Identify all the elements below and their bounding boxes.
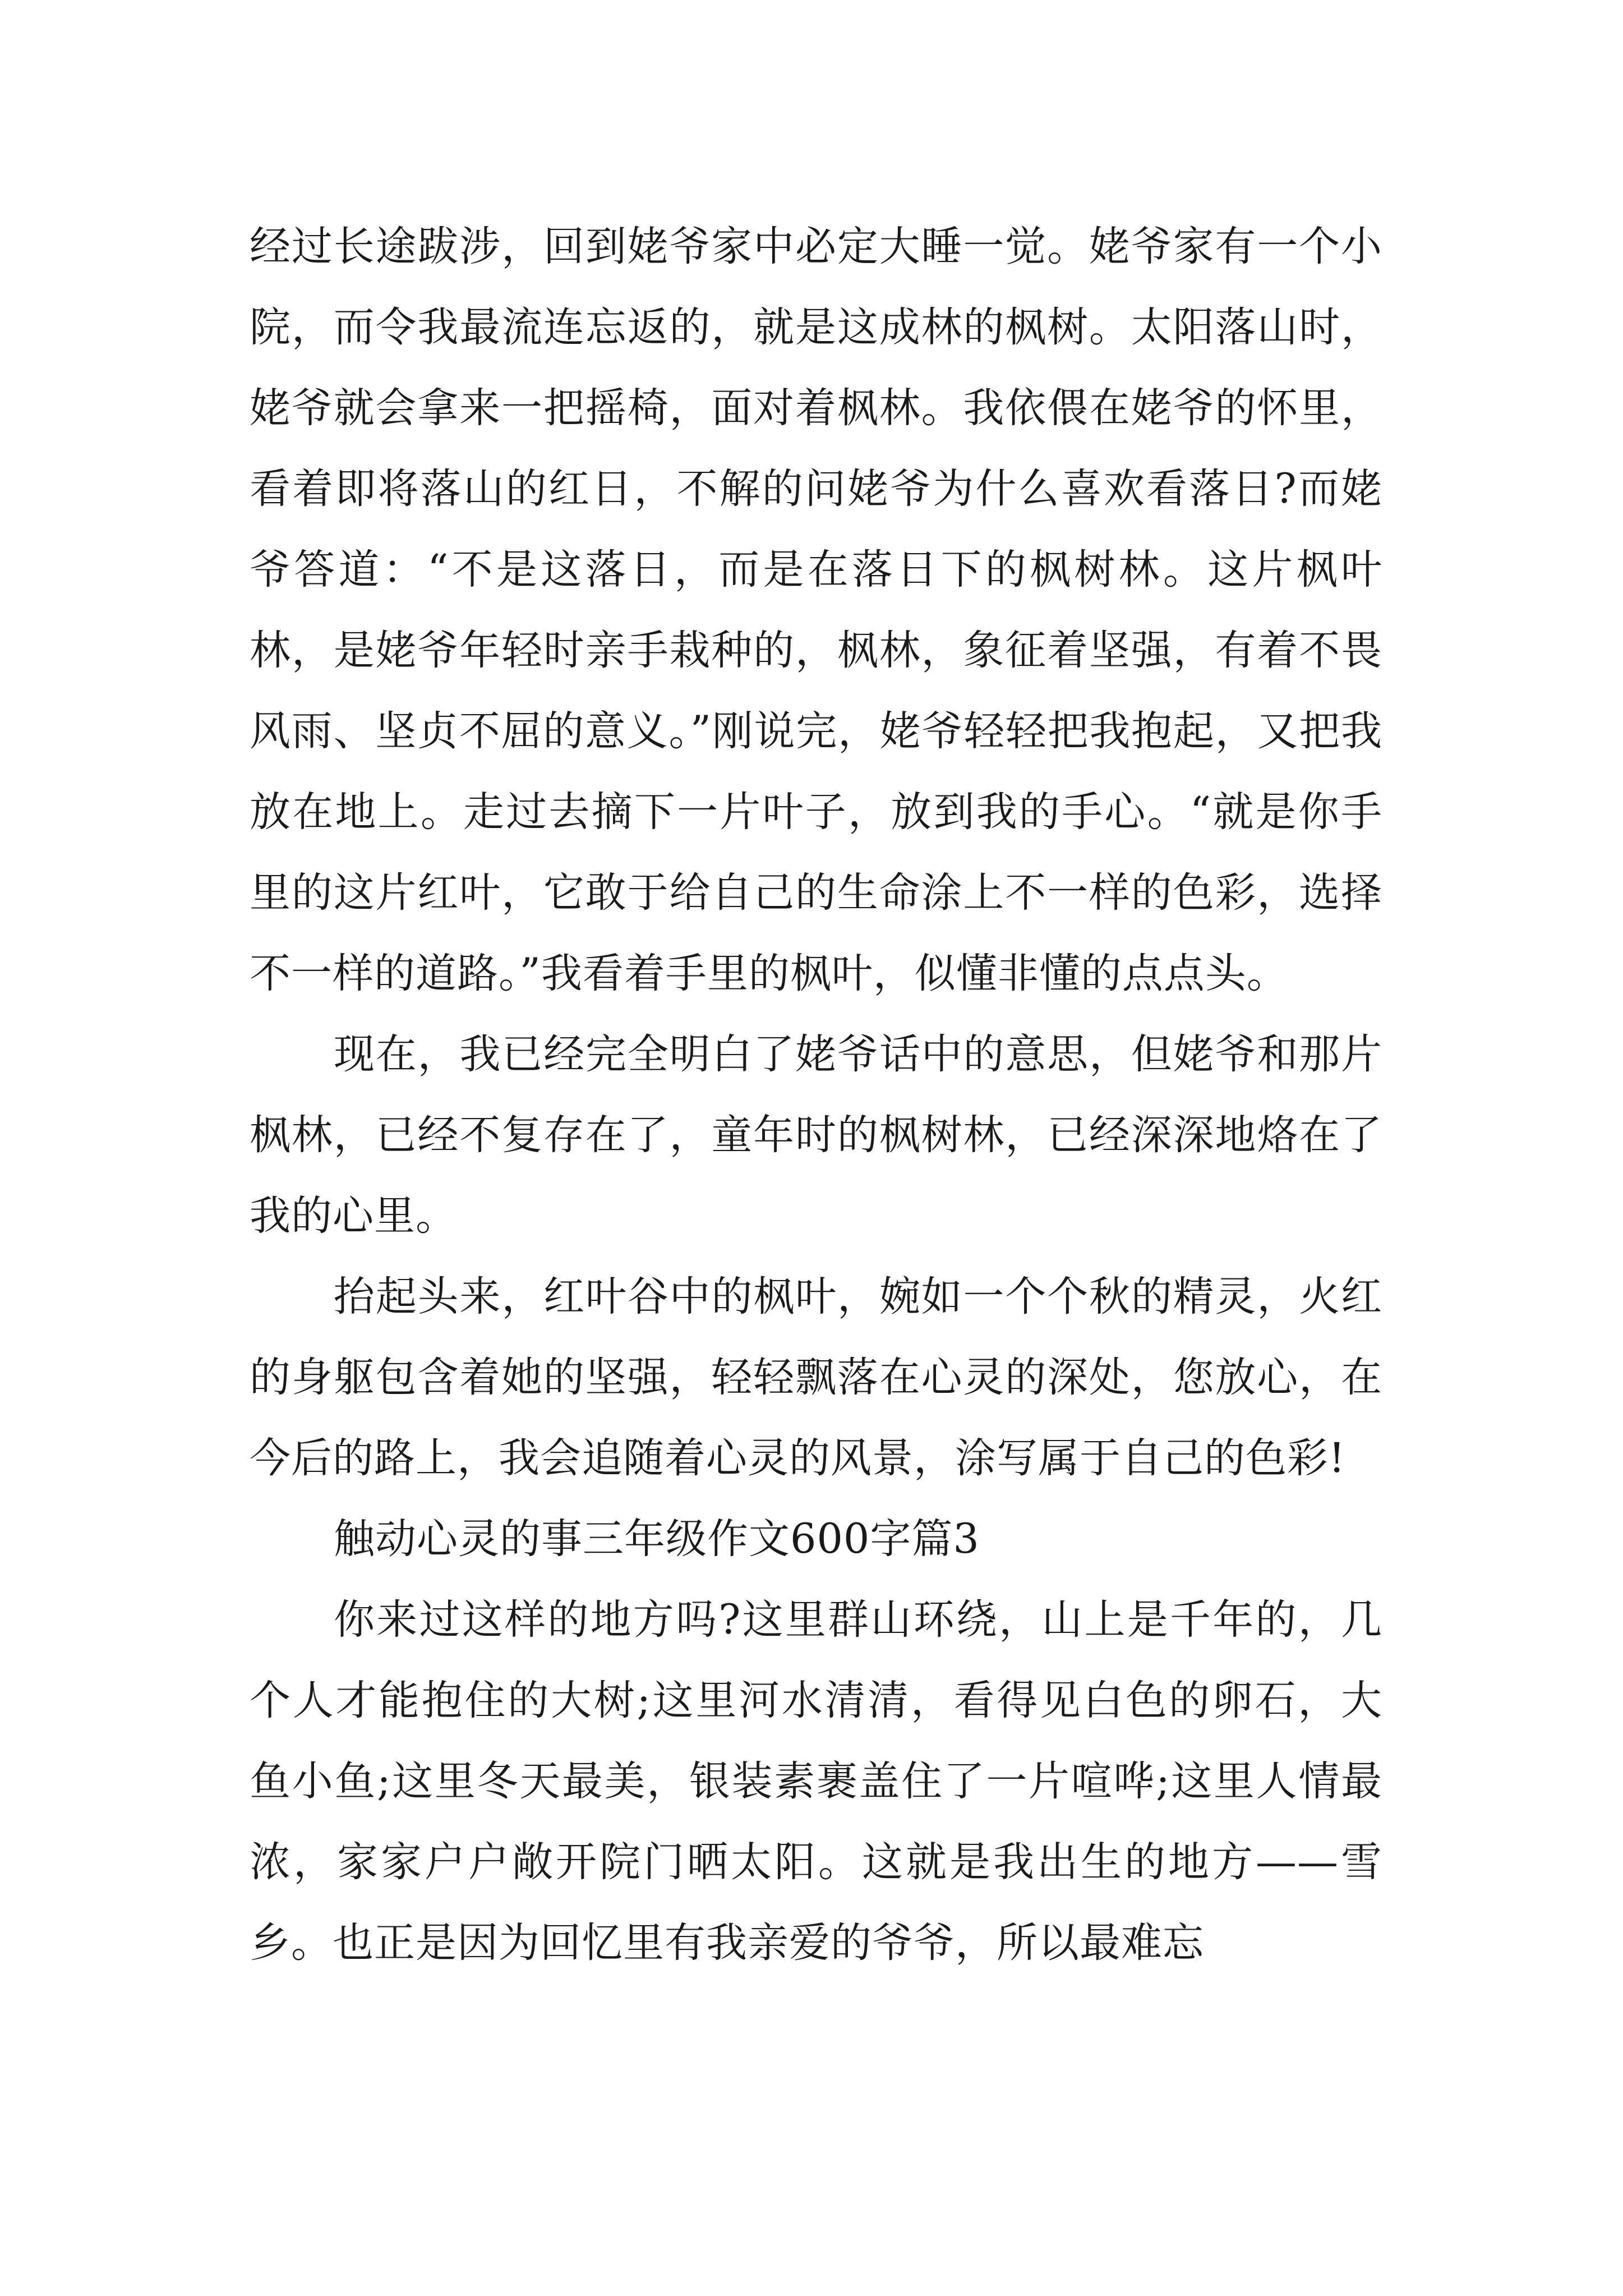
paragraph-snow-village: 你来过这样的地方吗?这里群山环绕，山上是千年的，几个人才能抱住的大树;这里河水清清，看得见白色的卵石，大鱼小鱼;这里冬天最美，银装素裹盖住了一片喧哗;这里人情最浓，家家户户敞开院门晒太阳。这就是我出生的地方——雪乡。也正是因为回忆里有我亲爱的爷爷，所以最难忘 [250,1596,1382,1967]
section-heading: 触动心灵的事三年级作文600字篇3 [334,1515,980,1563]
document-body [250,206,1382,1984]
paragraph-understanding: 现在，我已经完全明白了姥爷话中的意思，但姥爷和那片枫林，已经不复存在了，童年时的枫树林，已经深深地烙在了我的心里。 [250,1030,1382,1240]
paragraph-looking-up: 抬起头来，红叶谷中的枫叶，婉如一个个秋的精灵，火红的身躯包含着她的坚强，轻轻飘落在心灵的深处，您放心，在今后的路上，我会追随着心灵的风景，涂写属于自己的色彩! [250,1273,1382,1482]
paragraph-maple-memory: 经过长途跋涉，回到姥爷家中必定大睡一觉。姥爷家有一个小院，而令我最流连忘返的，就是这成林的枫树。太阳落山时，姥爷就会拿来一把摇椅，面对着枫林。我依偎在姥爷的怀里，看着即将落山的红日，不解的问姥爷为什么喜欢看落日?而姥爷答道：“不是这落日，而是在落日下的枫树林。这片枫叶林，是姥爷年轻时亲手栽种的，枫林，象征着坚强，有着不畏风雨、坚贞不屈的意义。”刚说完，姥爷轻轻把我抱起，又把我放在地上。走过去摘下一片叶子，放到我的手心。“就是你手里的这片红叶，它敢于给自己的生命涂上不一样的色彩，选择不一样的道路。”我看着手里的枫叶，似懂非懂的点点头。 [250,223,1382,997]
